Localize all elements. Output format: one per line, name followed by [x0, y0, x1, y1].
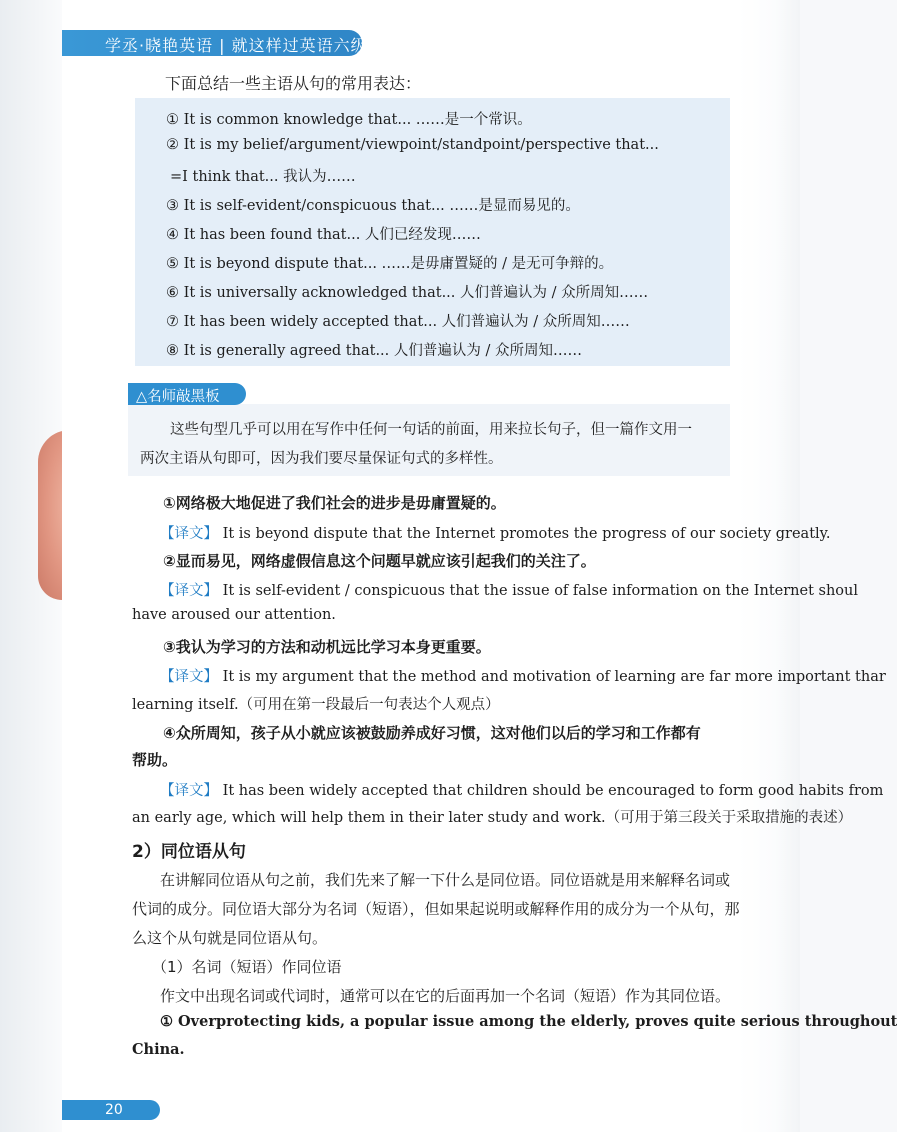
example-chinese: ①网络极大地促进了我们社会的进步是毋庸置疑的。	[163, 494, 506, 512]
example-translation	[160, 579, 858, 600]
example-translation	[160, 522, 831, 543]
page-edge-right	[738, 0, 800, 1132]
translation-label: 【译文】	[160, 526, 218, 542]
intro-text: 下面总结一些主语从句的常用表达：	[165, 74, 422, 93]
translation-text: It has been widely accepted that children should be encouraged to form good habits from	[222, 783, 884, 799]
section-heading: 2）同位语从句	[132, 842, 246, 862]
section-paragraph: 么这个从句就是同位语从句。	[132, 929, 328, 947]
section-paragraph: 代词的成分。同位语大部分为名词（短语），但如果起说明或解释作用的成分为一个从句，那	[132, 900, 740, 918]
example-sentence: ① Overprotecting kids, a popular issue among the elderly, proves quite serious throughout	[160, 1013, 897, 1030]
translation-label: 【译文】	[160, 783, 218, 799]
section-paragraph: 在讲解同位语从句之前，我们先来了解一下什么是同位语。同位语就是用来解释名词或	[160, 871, 731, 889]
translation-text-cont: learning itself.（可用在第一段最后一句表达个人观点）	[132, 697, 500, 713]
translation-text: It is beyond dispute that the Internet promotes the progress of our society greatly.	[222, 526, 831, 542]
translation-text: It is self-evident / conspicuous that the issue of false information on the Internet shoul	[222, 583, 858, 599]
expression-item: ② It is my belief/argument/viewpoint/standpoint/perspective that...	[166, 137, 659, 153]
example-sentence-cont: China.	[132, 1041, 185, 1058]
expression-item: ③ It is self-evident/conspicuous that... ……是显而易见的。	[166, 198, 580, 214]
tip-text-line: 这些句型几乎可以用在写作中任何一句话的前面，用来拉长句子，但一篇作文用一	[170, 422, 692, 438]
example-translation	[160, 779, 883, 800]
header-title: 学丞·晓艳英语 | 就这样过英语六级	[105, 36, 368, 55]
translation-label: 【译文】	[160, 669, 218, 685]
example-chinese: ④众所周知，孩子从小就应该被鼓励养成好习惯，这对他们以后的学习和工作都有	[163, 724, 701, 742]
example-chinese-cont: 帮助。	[132, 751, 178, 769]
expression-item: ⑥ It is universally acknowledged that... 人们普遍认为 / 众所周知……	[166, 285, 649, 301]
section-paragraph: 作文中出现名词或代词时，通常可以在它的后面再加一个名词（短语）作为其同位语。	[160, 987, 731, 1005]
page-number: 20	[105, 1102, 123, 1118]
subsection-heading: （1）名词（短语）作同位语	[152, 958, 342, 976]
translation-text: It is my argument that the method and motivation of learning are far more important thar	[222, 669, 886, 685]
expression-item: =I think that... 我认为……	[170, 169, 356, 185]
expression-item: ⑦ It has been widely accepted that... 人们普遍认为 / 众所周知……	[166, 314, 630, 330]
tip-label: △名师敲黑板	[136, 389, 220, 405]
translation-text-cont: have aroused our attention.	[132, 607, 336, 623]
expression-item: ⑤ It is beyond dispute that... ……是毋庸置疑的 / 是无可争辩的。	[166, 256, 614, 272]
expression-item: ① It is common knowledge that... ……是一个常识。	[166, 112, 532, 128]
expression-item: ④ It has been found that... 人们已经发现……	[166, 227, 481, 243]
translation-label: 【译文】	[160, 583, 218, 599]
tip-text-line: 两次主语从句即可，因为我们要尽量保证句式的多样性。	[140, 451, 503, 467]
example-chinese: ③我认为学习的方法和动机远比学习本身更重要。	[163, 638, 491, 656]
example-chinese: ②显而易见，网络虚假信息这个问题早就应该引起我们的关注了。	[163, 552, 596, 570]
translation-text-cont: an early age, which will help them in their later study and work.（可用于第三段关于采取措施的表述）	[132, 810, 853, 826]
expression-item: ⑧ It is generally agreed that... 人们普遍认为 / 众所周知……	[166, 343, 582, 359]
example-translation	[160, 665, 886, 686]
